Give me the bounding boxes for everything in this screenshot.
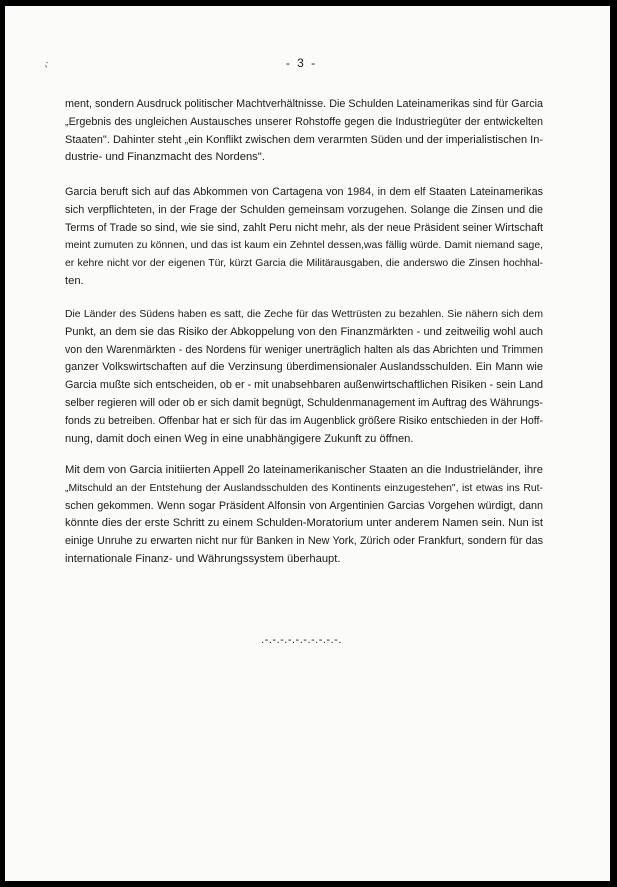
text-line: dustrie- und Finanzmacht des Nordens". bbox=[65, 151, 265, 164]
text-line: von den Warenmärkten - des Nordens für weniger unerträglich halten als das Abrichten und Trimmen bbox=[65, 343, 543, 356]
text-line: ganzer Volkswirtschaften auf die Verzinsung überdimensionaler Auslandsschulden. Ein Mann wie bbox=[65, 361, 543, 374]
text-line: „Mitschuld an der Entstehung der Auslandsschulden des Kontinents einzugestehen", ist etwas ins Rut- bbox=[65, 482, 543, 494]
text-line: „Ergebnis des ungleichen Austausches unserer Rohstoffe gegen die Industriegüter der entwickelten bbox=[65, 115, 543, 128]
scan-mark: ,· bbox=[40, 57, 52, 70]
text-line: er kehre nicht vor der eigenen Tür, kürzt Garcia die Militärausgaben, die anderswo die Zinsen hochhal- bbox=[65, 258, 543, 270]
text-line: Terms of Trade so sind, wie sie sind, zahlt Peru nicht mehr, als der neue Präsident seiner Wirtschaft bbox=[65, 221, 543, 234]
section-separator: .-.-.-.-.-.-.-.-.-.-. bbox=[261, 634, 342, 646]
text-line: ten. bbox=[65, 274, 84, 287]
page-number: - 3 - bbox=[285, 56, 318, 70]
document-page bbox=[5, 6, 610, 881]
text-line: Punkt, an dem sie das Risiko der Abkoppelung von den Finanzmärkten - und zeitweilig wohl auch bbox=[65, 325, 543, 338]
text-line: meint zumuten zu können, und das ist kaum ein Zehntel dessen,was fällig würde. Damit niemand sage, bbox=[65, 240, 543, 252]
paragraph-1 bbox=[65, 96, 543, 167]
text-line: sich verpflichteten, in der Frage der Schulden gemeinsam vorzugehen. Solange die Zinsen und die bbox=[65, 203, 543, 216]
text-line: könnte dies der erste Schritt zu einem Schulden-Moratorium unter anderem Namen sein. Nun ist bbox=[65, 517, 543, 530]
text-line: schen gekommen. Wenn sogar Präsident Alfonsin von Argentinien Garcias Vorgehen würdigt, dann bbox=[65, 499, 543, 512]
text-line: Die Länder des Südens haben es satt, die Zeche für das Wettrüsten zu bezahlen. Sie nähern sich dem bbox=[65, 309, 543, 320]
paragraph-3 bbox=[65, 306, 543, 448]
text-line: nung, damit doch einen Weg in eine unabhängigere Zukunft zu öffnen. bbox=[65, 432, 414, 445]
paragraph-2 bbox=[65, 184, 543, 291]
text-line: Mit dem von Garcia initiierten Appell 2o lateinamerikanischer Staaten an die Industrieländer, ihre bbox=[65, 464, 543, 476]
text-line: einige Unruhe zu erwarten nicht nur für Banken in New York, Zürich oder Frankfurt, sondern für das bbox=[65, 535, 543, 548]
text-line: Garcia beruft sich auf das Abkommen von Cartagena von 1984, in dem elf Staaten Lateinamerikas bbox=[65, 186, 543, 198]
text-line: Staaten". Dahinter steht „ein Konflikt zwischen dem verarmten Süden und der imperialistischen In- bbox=[65, 133, 543, 146]
paragraph-4 bbox=[65, 462, 543, 569]
text-line: ment, sondern Ausdruck politischer Machtverhältnisse. Die Schulden Lateinamerikas sind für Garcia bbox=[65, 98, 543, 110]
text-line: Garcia mußte sich entscheiden, ob er - mit unabsehbaren außenwirtschaftlichen Risiken - sein Land bbox=[65, 379, 543, 392]
text-line: fonds zu betreiben. Offenbar hat er sich für das im Augenblick größere Risiko entschieden in der Hoff- bbox=[65, 414, 543, 427]
text-line: selber regieren will oder ob er sich damit begnügt, Schuldenmanagement im Auftrag des Währungs- bbox=[65, 396, 543, 409]
text-line: internationale Finanz- und Währungssystem überhaupt. bbox=[65, 552, 341, 565]
